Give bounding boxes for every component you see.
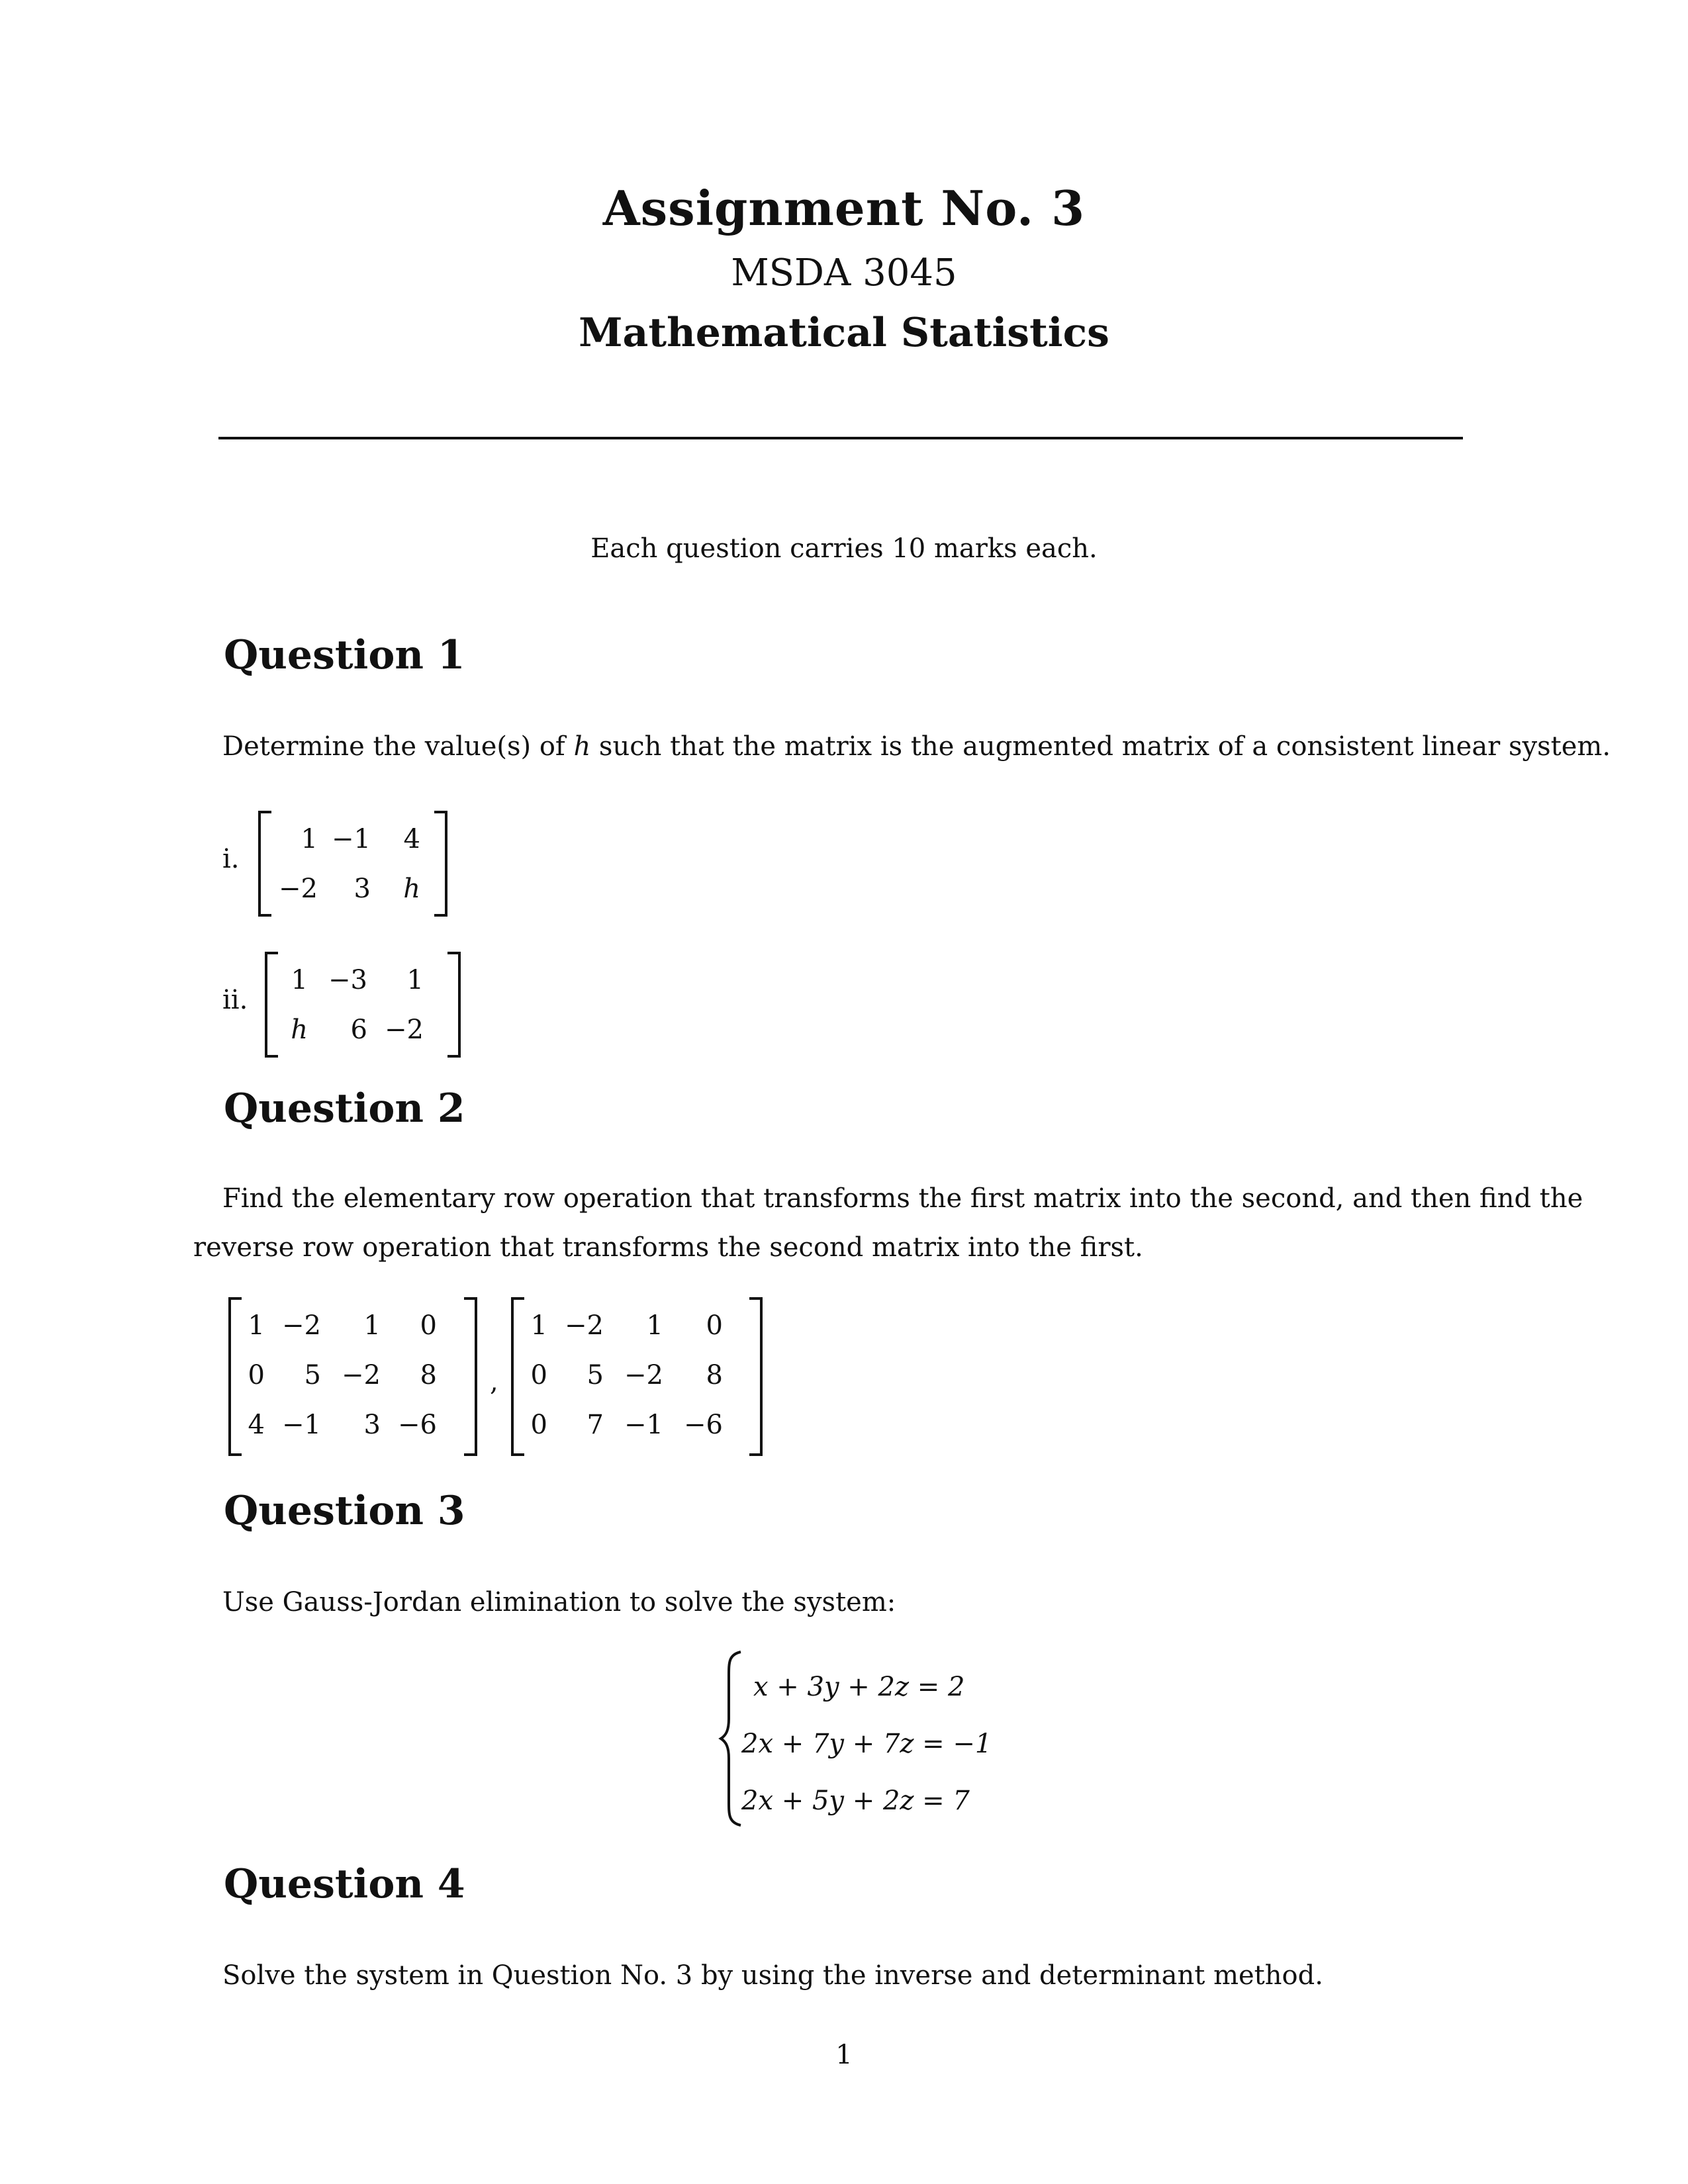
matrix-cell: 8 (420, 1360, 437, 1390)
matrix-cell: −1 (624, 1410, 663, 1440)
page-number: 1 (835, 2040, 853, 2070)
assignment-title: Assignment No. 3 (602, 180, 1086, 236)
matrix-cell: h (291, 1015, 308, 1045)
matrix-cell: −2 (385, 1015, 424, 1045)
question-1-matrix-i (258, 811, 450, 917)
variable-h: h (573, 731, 591, 762)
matrix-cell: 0 (530, 1360, 547, 1390)
question-2-matrix-second (511, 1297, 763, 1456)
question-2-heading: Question 2 (224, 1085, 465, 1132)
question-3-heading: Question 3 (224, 1488, 465, 1534)
matrix-cell: 0 (530, 1410, 547, 1440)
question-1-prompt-text: Determine the value(s) of h such that the matrix is the augmented matrix of a consistent linear system. (222, 731, 1611, 762)
matrix-cell: 5 (586, 1360, 604, 1390)
matrix-cell: 0 (248, 1360, 265, 1390)
question-2-prompt-line-1: Find the elementary row operation that transforms the first matrix into the second, and then find the (222, 1183, 1583, 1214)
equation-1: x + 3y + 2z = 2 (753, 1672, 965, 1702)
matrix-cell: 7 (586, 1410, 604, 1440)
right-bracket (464, 1297, 477, 1456)
matrix-cell: 1 (406, 965, 424, 995)
matrix-cell: 1 (248, 1310, 265, 1341)
matrix-cell: 5 (304, 1360, 321, 1390)
question-2-matrix-first (228, 1297, 480, 1456)
right-bracket (749, 1297, 763, 1456)
right-bracket (447, 952, 461, 1058)
matrix-cell: −2 (565, 1310, 604, 1341)
matrix-cell: h (403, 874, 420, 904)
matrix-cell: −6 (684, 1410, 723, 1440)
matrix-cell: 1 (291, 965, 308, 995)
question-4-prompt: Solve the system in Question No. 3 by using the inverse and determinant method. (222, 1960, 1323, 1991)
header-divider (218, 437, 1463, 439)
matrix-cell: −3 (328, 965, 367, 995)
course-name: Mathematical Statistics (579, 310, 1109, 356)
matrix-cell: 8 (706, 1360, 723, 1390)
matrix-cell: 6 (350, 1015, 367, 1045)
matrix-cell: 3 (353, 874, 371, 904)
left-bracket (258, 811, 271, 917)
equation-3: 2x + 5y + 2z = 7 (741, 1786, 970, 1816)
matrix-separator: , (490, 1367, 498, 1397)
left-brace (718, 1649, 745, 1828)
matrix-cell: −2 (624, 1360, 663, 1390)
matrix-cell: −2 (282, 1310, 321, 1341)
question-2-prompt-line-2: reverse row operation that transforms the second matrix into the first. (193, 1232, 1143, 1263)
matrix-cell: 3 (363, 1410, 381, 1440)
equation-2: 2x + 7y + 7z = −1 (741, 1729, 992, 1759)
question-1-matrix-ii (265, 952, 463, 1058)
matrix-cell: 1 (530, 1310, 547, 1341)
matrix-cell: −6 (398, 1410, 437, 1440)
matrix-cell: 1 (301, 824, 318, 854)
matrix-cell: −2 (279, 874, 318, 904)
question-3-prompt: Use Gauss-Jordan elimination to solve the system: (222, 1587, 896, 1617)
matrix-cell: 1 (363, 1310, 381, 1341)
matrix-cell: −2 (342, 1360, 381, 1390)
question-4-heading: Question 4 (224, 1861, 465, 1907)
marks-note: Each question carries 10 marks each. (590, 533, 1098, 564)
course-code: MSDA 3045 (731, 251, 957, 295)
matrix-cell: 1 (646, 1310, 663, 1341)
right-bracket (434, 811, 447, 917)
question-1-part-ii-label: ii. (222, 985, 248, 1015)
question-1-heading: Question 1 (224, 632, 465, 678)
matrix-cell: −1 (282, 1410, 321, 1440)
matrix-cell: 4 (403, 824, 420, 854)
question-1-part-i-label: i. (222, 844, 240, 874)
matrix-cell: 4 (248, 1410, 265, 1440)
matrix-cell: −1 (332, 824, 371, 854)
matrix-cell: 0 (420, 1310, 437, 1341)
matrix-cell: 0 (706, 1310, 723, 1341)
question-1-prompt (222, 731, 1611, 762)
